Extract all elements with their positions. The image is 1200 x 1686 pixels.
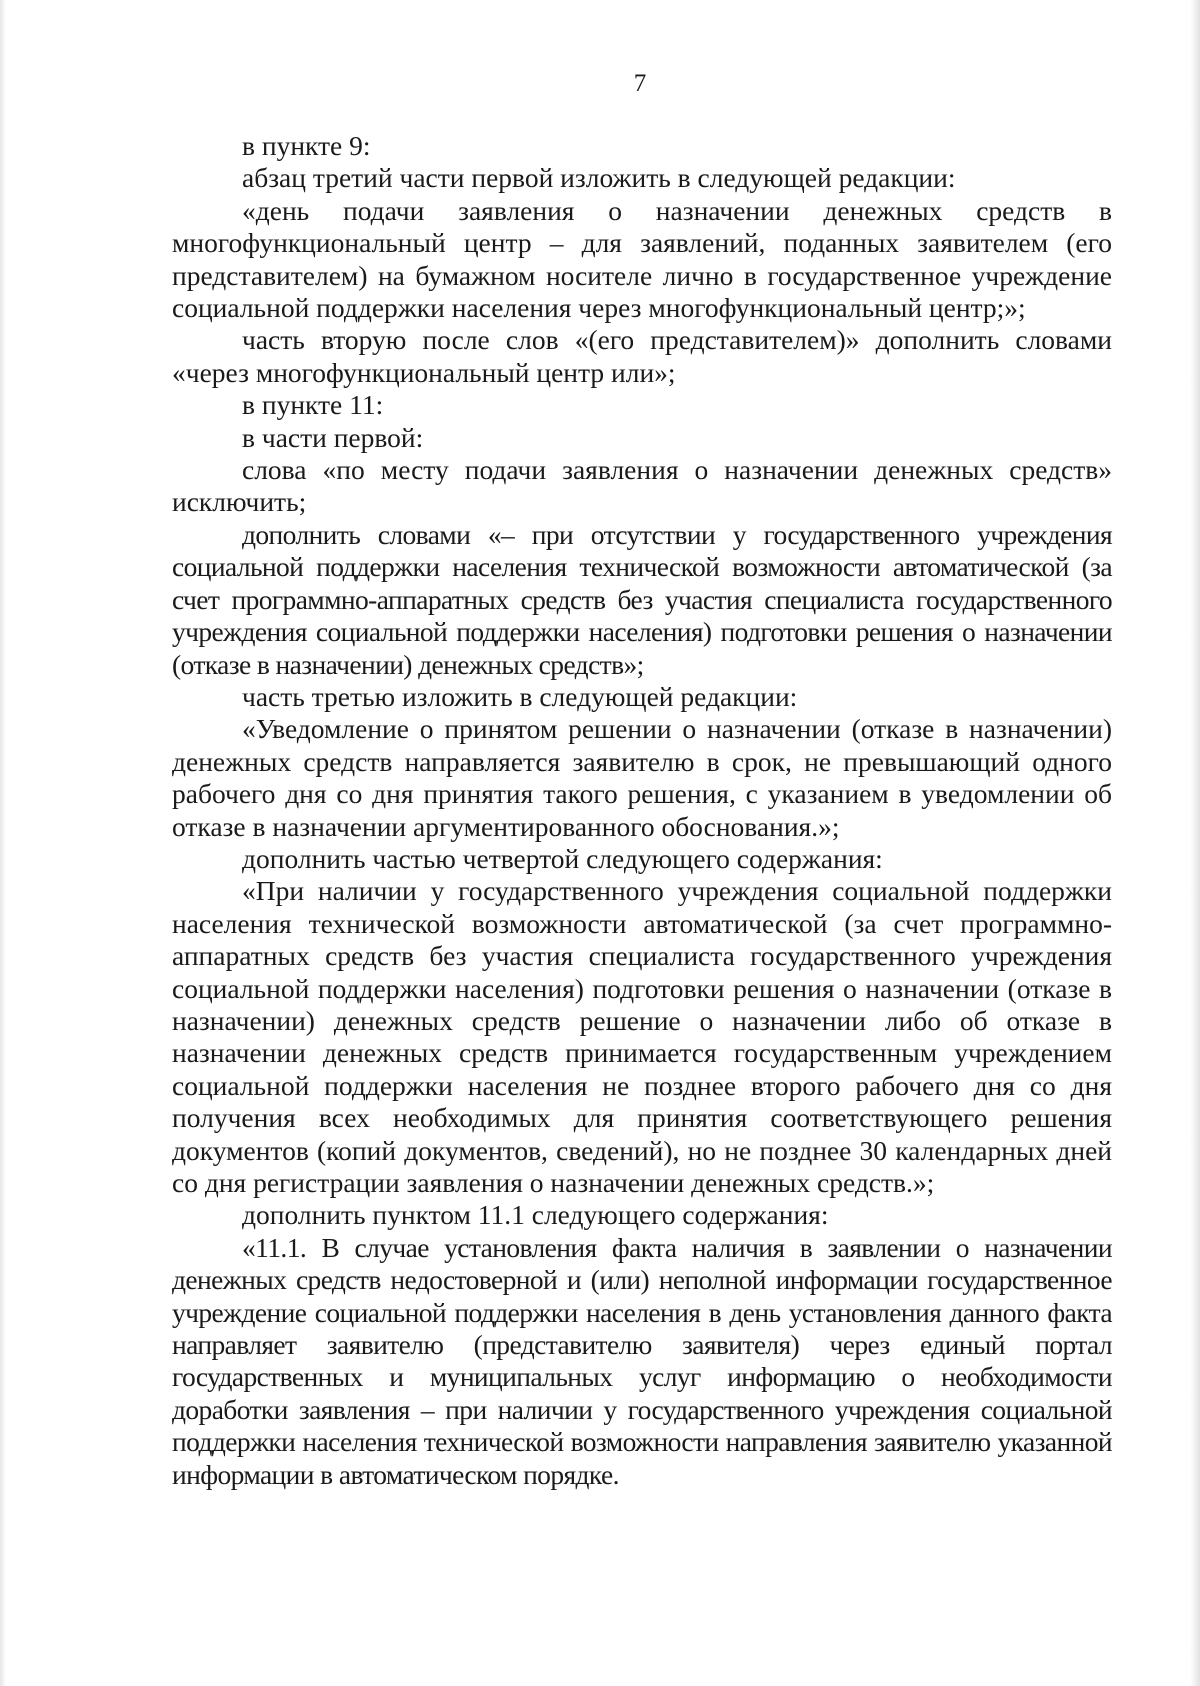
paragraph: часть вторую после слов «(его представителем)» дополнить словами «через многофункциональный центр или»; (172, 324, 1112, 388)
paragraph: «При наличии у государственного учреждения социальной поддержки населения технической возможности автоматической (за счет программно-аппаратных средств без участия специалиста государственного учреждения социальной поддержки населения) подготовки решения о назначении (отказе в назначении) денежных средств решение о назначении либо об отказе в назначении денежных средств принимается государственным учреждением социальной поддержки населения не позднее второго рабочего дня со дня получения всех необходимых для принятия соответствующего решения документов (копий документов, сведений), но не позднее 30 календарных дней со дня регистрации заявления о назначении денежных средств.»; (172, 875, 1112, 1198)
paragraph: в части первой: (242, 421, 424, 453)
paragraph: слова «по месту подачи заявления о назначении денежных средств» исключить; (172, 454, 1112, 518)
paragraph: дополнить частью четвертой следующего содержания: (242, 842, 883, 874)
paragraph: дополнить пунктом 11.1 следующего содержания: (242, 1199, 829, 1231)
scan-edge-right (1190, 0, 1200, 1686)
paragraph: в пункте 9: (242, 130, 371, 161)
paragraph: «11.1. В случае установления факта наличия в заявлении о назначении денежных средств недостоверной и (или) неполной информации государственное учреждение социальной поддержки населения в день установления данного факта направляет заявителю (представителю заявителя) через единый портал государственных и муниципальных услуг информацию о необходимости доработки заявления – при наличии у государственного учреждения социальной поддержки населения технической возможности направления заявителю указанной информации в автоматическом порядке. (172, 1231, 1112, 1490)
paragraph: «день подачи заявления о назначении денежных средств в многофункциональный центр – для заявлений, поданных заявителем (его представителем) на бумажном носителе лично в государственное учреждение социальной поддержки населения через многофункциональный центр;»; (172, 194, 1112, 324)
paragraph: дополнить словами «– при отсутствии у государственного учреждения социальной поддержки населения технической возможности автоматической (за счет программно-аппаратных средств без участия специалиста государственного учреждения социальной поддержки населения) подготовки решения о назначении (отказе в назначении) денежных средств»; (172, 518, 1112, 680)
document-body (172, 130, 1112, 1491)
paragraph: в пункте 11: (242, 389, 384, 421)
paragraph: часть третью изложить в следующей редакции: (242, 680, 798, 712)
paragraph: абзац третий части первой изложить в следующей редакции: (242, 162, 956, 194)
paragraph: «Уведомление о принятом решении о назначении (отказе в назначении) денежных средств направляется заявителю в срок, не превышающий одного рабочего дня со дня принятия такого решения, с указанием в уведомлении об отказе в назначении аргументированного обоснования.»; (172, 713, 1112, 842)
page-number: 7 (633, 70, 647, 97)
scan-edge-left (0, 0, 6, 1686)
